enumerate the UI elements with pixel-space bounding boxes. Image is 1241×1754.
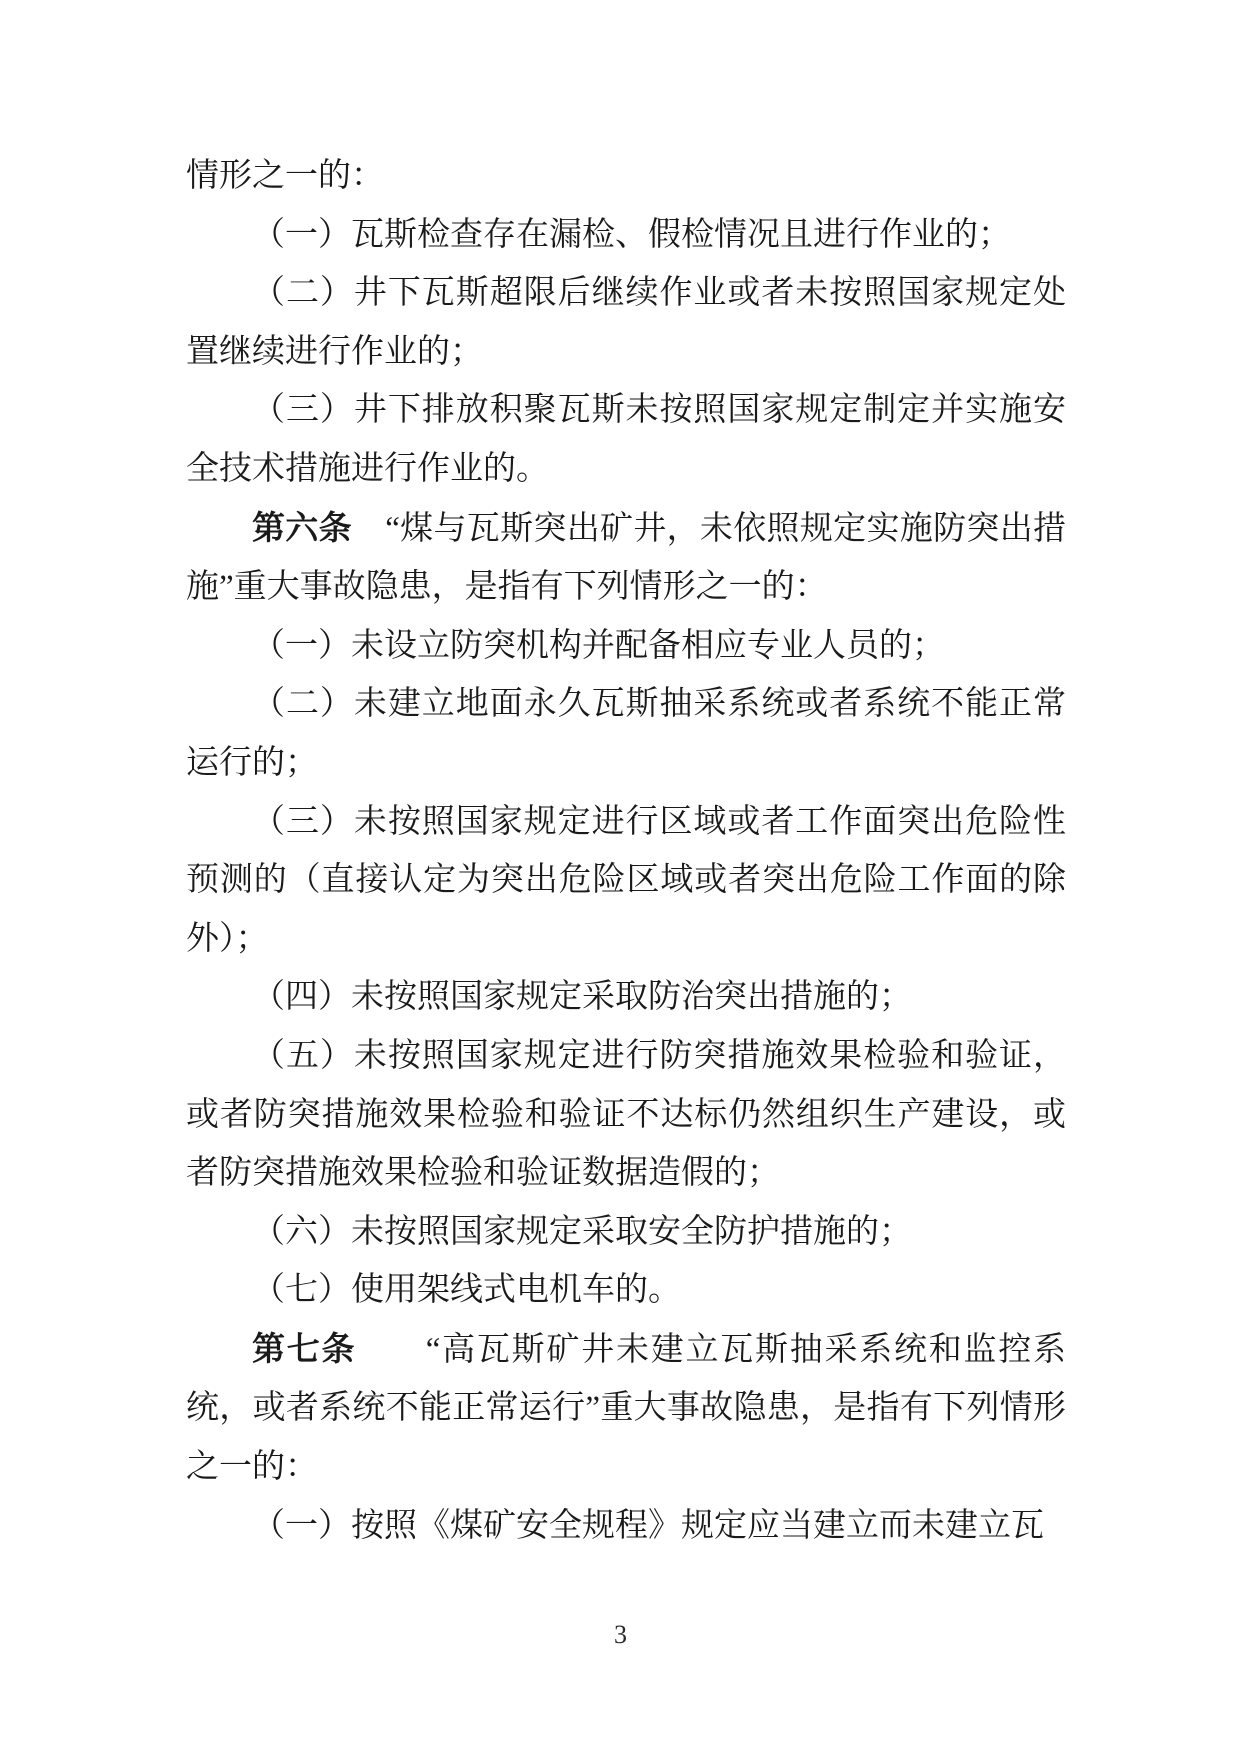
paragraph (186, 1027, 1066, 1203)
paragraph-text: （二）未建立地面永久瓦斯抽采系统或者系统不能正常运行的； (186, 686, 1066, 781)
paragraph-text: 情形之一的： (186, 158, 384, 194)
paragraph-text: （二）井下瓦斯超限后继续作业或者未按照国家规定处置继续进行作业的； (186, 275, 1066, 370)
paragraph (186, 147, 1066, 206)
paragraph (186, 793, 1066, 969)
paragraph (186, 264, 1066, 381)
article-7-number: 第七条 (252, 1329, 357, 1367)
paragraph-text: （七）使用架线式电机车的。 (252, 1272, 681, 1309)
paragraph-article-6 (186, 499, 1066, 617)
paragraph (186, 675, 1066, 792)
paragraph-text: （三）未按照国家规定进行区域或者工作面突出危险性预测的（直接认定为突出危险区域或者突出危险工作面的除外）； (186, 803, 1066, 957)
paragraph-text: （六）未按照国家规定采取安全防护措施的； (252, 1213, 912, 1250)
paragraph-text: （五）未按照国家规定进行防突措施效果检验和验证，或者防突措施效果检验和验证不达标仍然组织生产建设，或者防突措施效果检验和验证数据造假的； (186, 1037, 1066, 1192)
paragraph-text: “高瓦斯矿井未建立瓦斯抽采系统和监控系统，或者系统不能正常运行”重大事故隐患，是指有下列情形之一的： (186, 1331, 1066, 1486)
paragraph (186, 381, 1066, 498)
paragraph-article-7 (186, 1320, 1066, 1497)
page-number: 3 (614, 1620, 627, 1649)
paragraph-text: “煤与瓦斯突出矿井，未依照规定实施防突出措施”重大事故隐患，是指有下列情形之一的： (186, 510, 1066, 606)
paragraph-text: （一）未设立防突机构并配备相应专业人员的； (252, 627, 945, 664)
article-6-number: 第六条 (252, 508, 352, 546)
paragraph (186, 1261, 1066, 1320)
paragraph-text: （三）井下排放积聚瓦斯未按照国家规定制定并实施安全技术措施进行作业的。 (186, 392, 1066, 487)
document-body (186, 147, 1066, 1555)
paragraph (186, 617, 1066, 676)
paragraph-text: （一）瓦斯检查存在漏检、假检情况且进行作业的； (252, 216, 1011, 253)
paragraph-text: （一）按照《煤矿安全规程》规定应当建立而未建立瓦 (252, 1507, 1044, 1544)
paragraph (186, 1203, 1066, 1262)
paragraph (186, 1497, 1066, 1556)
paragraph (186, 206, 1066, 265)
paragraph-text: （四）未按照国家规定采取防治突出措施的； (252, 979, 912, 1016)
paragraph (186, 968, 1066, 1027)
